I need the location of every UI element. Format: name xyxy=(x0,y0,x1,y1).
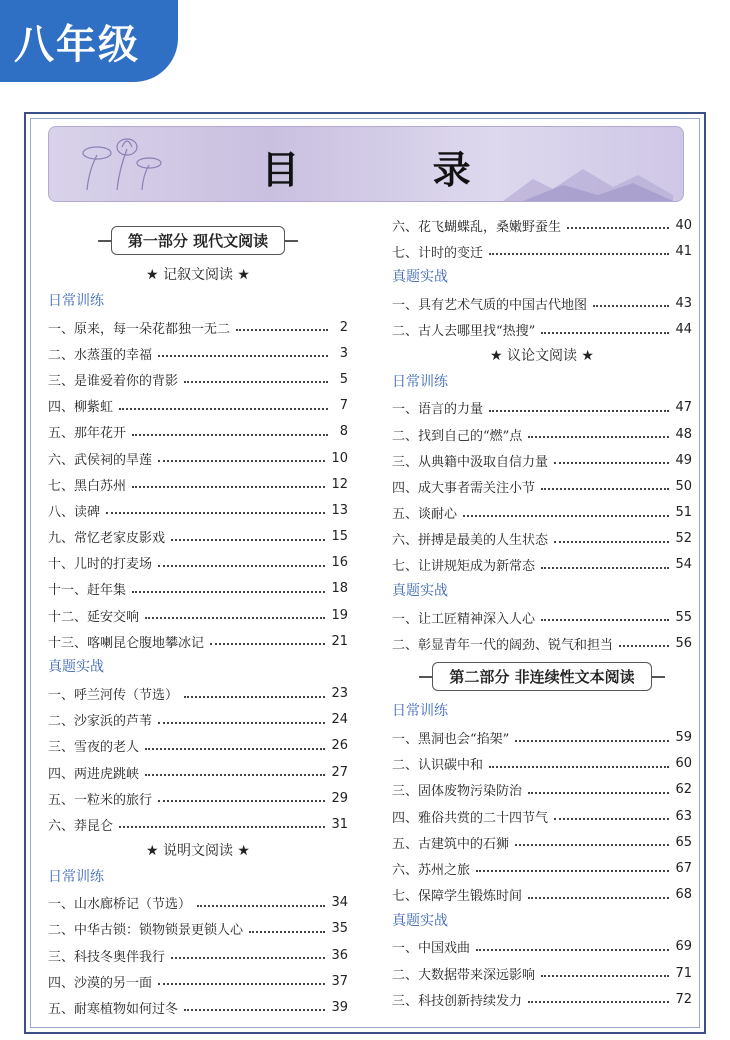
toc-entry[interactable] xyxy=(48,733,348,759)
entry-page: 59 xyxy=(675,730,692,746)
toc-entry[interactable] xyxy=(392,500,692,526)
entry-title: 一、山水廊桥记（节选） xyxy=(48,897,192,913)
entry-page: 34 xyxy=(331,895,348,911)
dot-leader xyxy=(158,800,325,802)
category-label: 真题实战 xyxy=(392,269,448,286)
entry-title: 六、拼搏是最美的人生状态 xyxy=(392,533,549,549)
dot-leader xyxy=(541,975,669,977)
entry-page: 68 xyxy=(675,887,692,903)
entry-page: 16 xyxy=(331,555,348,571)
entry-title: 三、雪夜的老人 xyxy=(48,740,140,756)
category-label: 真题实战 xyxy=(392,912,448,929)
toc-entry[interactable] xyxy=(392,395,692,421)
entry-page: 52 xyxy=(675,531,692,547)
entry-title: 二、中华古锁：锁物锁景更锁人心 xyxy=(48,923,244,939)
entry-page: 41 xyxy=(675,243,692,259)
entry-title: 六、花飞蝴蝶乱，桑嫩野蚕生 xyxy=(392,219,562,235)
entry-title: 一、呼兰河传（节选） xyxy=(48,688,179,704)
toc-entry[interactable] xyxy=(48,680,348,706)
toc-entry[interactable] xyxy=(48,576,348,602)
dot-leader xyxy=(210,643,325,645)
dot-leader xyxy=(158,983,325,985)
dot-leader xyxy=(541,619,669,621)
entry-title: 六、莽昆仑 xyxy=(48,818,114,834)
dot-leader xyxy=(171,957,325,959)
entry-page: 18 xyxy=(331,581,348,597)
dot-leader xyxy=(528,436,669,438)
entry-page: 13 xyxy=(331,502,348,518)
entry-page: 2 xyxy=(339,319,348,335)
entry-title: 二、水蒸蛋的幸福 xyxy=(48,347,153,363)
dot-leader xyxy=(106,512,325,514)
dot-leader xyxy=(593,305,669,307)
dot-leader xyxy=(476,949,669,951)
entry-page: 72 xyxy=(675,991,692,1007)
entry-title: 一、让工匠精神深入人心 xyxy=(392,611,536,627)
category-label: 日常训练 xyxy=(48,293,104,309)
dot-leader xyxy=(184,1009,325,1011)
entry-page: 8 xyxy=(339,424,348,440)
category-label: 日常训练 xyxy=(392,703,448,720)
entry-page: 31 xyxy=(331,816,348,832)
toc-entry[interactable] xyxy=(392,238,692,264)
dot-leader xyxy=(145,617,325,619)
toc-entry[interactable] xyxy=(392,751,692,777)
dot-leader xyxy=(171,539,325,541)
entry-page: 37 xyxy=(331,973,348,989)
dot-leader xyxy=(528,792,669,794)
entry-page: 49 xyxy=(675,452,692,468)
entry-page: 56 xyxy=(675,635,692,651)
part2-title xyxy=(392,658,692,694)
entry-title: 七、黑白苏州 xyxy=(48,478,127,494)
toc-entry[interactable] xyxy=(392,934,692,960)
entry-title: 七、保障学生锻炼时间 xyxy=(392,889,523,905)
entry-page: 23 xyxy=(331,686,348,702)
section-heading: ★ 记叙文阅读 ★ xyxy=(145,267,250,283)
left-column xyxy=(48,222,348,1021)
dot-leader xyxy=(541,488,669,490)
dot-leader xyxy=(489,410,669,412)
dot-leader xyxy=(528,1001,669,1003)
toc-entry[interactable] xyxy=(392,777,692,803)
toc-entry[interactable] xyxy=(48,707,348,733)
dot-leader xyxy=(158,355,328,357)
entry-page: 5 xyxy=(339,371,348,387)
right-top-group xyxy=(392,264,692,342)
dot-leader xyxy=(528,897,669,899)
entry-title: 一、原来，每一朵花都独一无二 xyxy=(48,321,231,337)
argument-section xyxy=(392,343,692,657)
dot-leader xyxy=(567,227,669,229)
dot-leader xyxy=(119,408,328,410)
toc-entry[interactable] xyxy=(48,445,348,471)
entry-page: 40 xyxy=(675,217,692,233)
dot-leader xyxy=(145,748,325,750)
toc-entry[interactable] xyxy=(392,552,692,578)
entry-title: 二、彰显青年一代的阔劲、锐气和担当 xyxy=(392,637,614,653)
entry-page: 10 xyxy=(331,450,348,466)
entry-page: 12 xyxy=(331,476,348,492)
right-column xyxy=(392,212,692,1012)
entry-page: 69 xyxy=(675,939,692,955)
toc-entry[interactable] xyxy=(392,855,692,881)
entry-page: 50 xyxy=(675,478,692,494)
toc-entry[interactable] xyxy=(392,960,692,986)
toc-entry[interactable] xyxy=(48,759,348,785)
toc-entry[interactable] xyxy=(48,419,348,445)
entry-page: 67 xyxy=(675,860,692,876)
toc-entry[interactable] xyxy=(48,890,348,916)
toc-frame xyxy=(24,112,706,1034)
entry-title: 一、具有艺术气质的中国古代地图 xyxy=(392,297,588,313)
toc-entry[interactable] xyxy=(392,986,692,1012)
grade-tab xyxy=(0,0,178,82)
toc-entry[interactable] xyxy=(48,628,348,654)
entry-title: 一、黑洞也会“掐架” xyxy=(392,732,510,748)
entry-title: 十二、延安交响 xyxy=(48,609,140,625)
dot-leader xyxy=(145,774,325,776)
toc-entry[interactable] xyxy=(48,916,348,942)
entry-page: 7 xyxy=(339,398,348,414)
entry-title: 五、一粒米的旅行 xyxy=(48,792,153,808)
entry-title: 四、两进虎跳峡 xyxy=(48,766,140,782)
entry-title: 六、苏州之旅 xyxy=(392,862,471,878)
dot-leader xyxy=(515,740,669,742)
dot-leader xyxy=(158,460,325,462)
dot-leader xyxy=(197,905,325,907)
entry-page: 43 xyxy=(675,295,692,311)
dot-leader xyxy=(489,766,669,768)
section-heading: ★ 议论文阅读 ★ xyxy=(489,347,594,364)
entry-title: 四、柳紫虹 xyxy=(48,400,114,416)
entry-title: 七、计时的变迁 xyxy=(392,245,484,261)
toc-entry[interactable] xyxy=(392,421,692,447)
toc-entry[interactable] xyxy=(392,526,692,552)
entry-title: 三、科技冬奥伴我行 xyxy=(48,949,166,965)
entry-page: 39 xyxy=(331,999,348,1015)
entry-title: 四、沙漠的另一面 xyxy=(48,975,153,991)
dot-leader xyxy=(476,870,669,872)
entry-title: 五、谈耐心 xyxy=(392,507,458,523)
entry-title: 一、语言的力量 xyxy=(392,402,484,418)
entry-page: 27 xyxy=(331,764,348,780)
dot-leader xyxy=(132,434,328,436)
toc-entry[interactable] xyxy=(48,471,348,497)
toc-entry[interactable] xyxy=(48,340,348,366)
dot-leader xyxy=(541,332,669,334)
toc-entry[interactable] xyxy=(392,630,692,656)
grade-label: 八年级 xyxy=(14,21,140,68)
entry-page: 62 xyxy=(675,782,692,798)
toc-entry[interactable] xyxy=(48,314,348,340)
dot-leader xyxy=(554,462,669,464)
toc-entry[interactable] xyxy=(392,212,692,238)
toc-entry[interactable] xyxy=(392,473,692,499)
toc-entry[interactable] xyxy=(392,803,692,829)
toc-entry[interactable] xyxy=(48,942,348,968)
part2-body xyxy=(392,698,692,1012)
entry-title: 三、固体废物污染防治 xyxy=(392,784,523,800)
entry-page: 21 xyxy=(331,633,348,649)
entry-page: 65 xyxy=(675,834,692,850)
toc-entry[interactable] xyxy=(392,447,692,473)
toc-entry[interactable] xyxy=(392,882,692,908)
entry-page: 19 xyxy=(331,607,348,623)
category-label: 真题实战 xyxy=(48,659,104,676)
entry-title: 四、成大事者需关注小节 xyxy=(392,480,536,496)
section-heading: ★ 说明文阅读 ★ xyxy=(145,842,250,859)
part2-title-box: 第二部分 非连续性文本阅读 xyxy=(432,662,651,691)
toc-entry[interactable] xyxy=(48,393,348,419)
entry-title: 三、是谁爱着你的背影 xyxy=(48,373,179,389)
entry-page: 55 xyxy=(675,609,692,625)
toc-entry[interactable] xyxy=(48,497,348,523)
entry-title: 四、雅俗共赏的二十四节气 xyxy=(392,810,549,826)
dot-leader xyxy=(184,696,325,698)
toc-entry[interactable] xyxy=(48,785,348,811)
entry-title: 十一、赶年集 xyxy=(48,583,127,599)
entry-page: 63 xyxy=(675,808,692,824)
entry-page: 36 xyxy=(331,947,348,963)
entry-page: 3 xyxy=(339,345,348,361)
entry-title: 十三、喀喇昆仑腹地攀冰记 xyxy=(48,635,205,651)
entry-page: 26 xyxy=(331,738,348,754)
entry-page: 35 xyxy=(331,921,348,937)
dot-leader xyxy=(489,253,669,255)
entry-title: 七、让讲规矩成为新常态 xyxy=(392,559,536,575)
entry-page: 44 xyxy=(675,322,692,338)
entry-page: 47 xyxy=(675,400,692,416)
entry-title: 八、读碑 xyxy=(48,504,101,520)
entry-title: 十、儿时的打麦场 xyxy=(48,557,153,573)
entry-title: 五、那年花开 xyxy=(48,426,127,442)
toc-entry[interactable] xyxy=(392,829,692,855)
toc-entry[interactable] xyxy=(48,602,348,628)
toc-entry[interactable] xyxy=(48,366,348,392)
dot-leader xyxy=(236,329,328,331)
toc-entry[interactable] xyxy=(392,724,692,750)
entry-page: 71 xyxy=(675,965,692,981)
toc-entry[interactable] xyxy=(48,968,348,994)
dot-leader xyxy=(249,931,325,933)
entry-title: 二、找到自己的“燃”点 xyxy=(392,428,523,444)
dot-leader xyxy=(184,381,328,383)
dot-leader xyxy=(119,826,325,828)
page-title: 目 录 xyxy=(261,147,531,192)
toc-entry[interactable] xyxy=(48,550,348,576)
entry-title: 六、武侯祠的旱莲 xyxy=(48,452,153,468)
category-label: 真题实战 xyxy=(392,583,448,600)
dot-leader xyxy=(132,591,325,593)
toc-entry[interactable] xyxy=(48,524,348,550)
toc-entry[interactable] xyxy=(48,994,348,1020)
left-column-body xyxy=(48,262,348,1021)
entry-title: 二、古人去哪里找“热搜” xyxy=(392,324,536,340)
category-label: 日常训练 xyxy=(392,373,448,390)
title-banner xyxy=(48,126,684,202)
entry-title: 二、认识碳中和 xyxy=(392,758,484,774)
entry-title: 二、大数据带来深远影响 xyxy=(392,967,536,983)
entry-title: 一、中国戏曲 xyxy=(392,941,471,957)
dot-leader xyxy=(158,722,325,724)
part-title xyxy=(48,222,348,258)
toc-entry[interactable] xyxy=(48,811,348,837)
entry-title: 五、古建筑中的石狮 xyxy=(392,836,510,852)
toc-entry[interactable] xyxy=(392,317,692,343)
part-title-box: 第一部分 现代文阅读 xyxy=(111,226,285,255)
entry-title: 二、沙家浜的芦苇 xyxy=(48,714,153,730)
dot-leader xyxy=(554,541,669,543)
category-label: 日常训练 xyxy=(48,868,104,885)
dot-leader xyxy=(619,645,669,647)
dot-leader xyxy=(515,844,669,846)
entry-title: 三、从典籍中汲取自信力量 xyxy=(392,454,549,470)
entry-title: 九、常忆老家皮影戏 xyxy=(48,531,166,547)
entry-page: 51 xyxy=(675,505,692,521)
entry-page: 15 xyxy=(331,529,348,545)
dot-leader xyxy=(132,486,325,488)
right-top-entries xyxy=(392,212,692,264)
entry-page: 60 xyxy=(675,756,692,772)
entry-title: 三、科技创新持续发力 xyxy=(392,993,523,1009)
toc-entry[interactable] xyxy=(392,604,692,630)
entry-page: 29 xyxy=(331,790,348,806)
toc-entry[interactable] xyxy=(392,290,692,316)
dot-leader xyxy=(554,818,669,820)
dot-leader xyxy=(158,565,325,567)
entry-title: 五、耐寒植物如何过冬 xyxy=(48,1001,179,1017)
entry-page: 54 xyxy=(675,557,692,573)
dot-leader xyxy=(463,515,669,517)
entry-page: 48 xyxy=(675,426,692,442)
dot-leader xyxy=(541,567,669,569)
entry-page: 24 xyxy=(331,712,348,728)
